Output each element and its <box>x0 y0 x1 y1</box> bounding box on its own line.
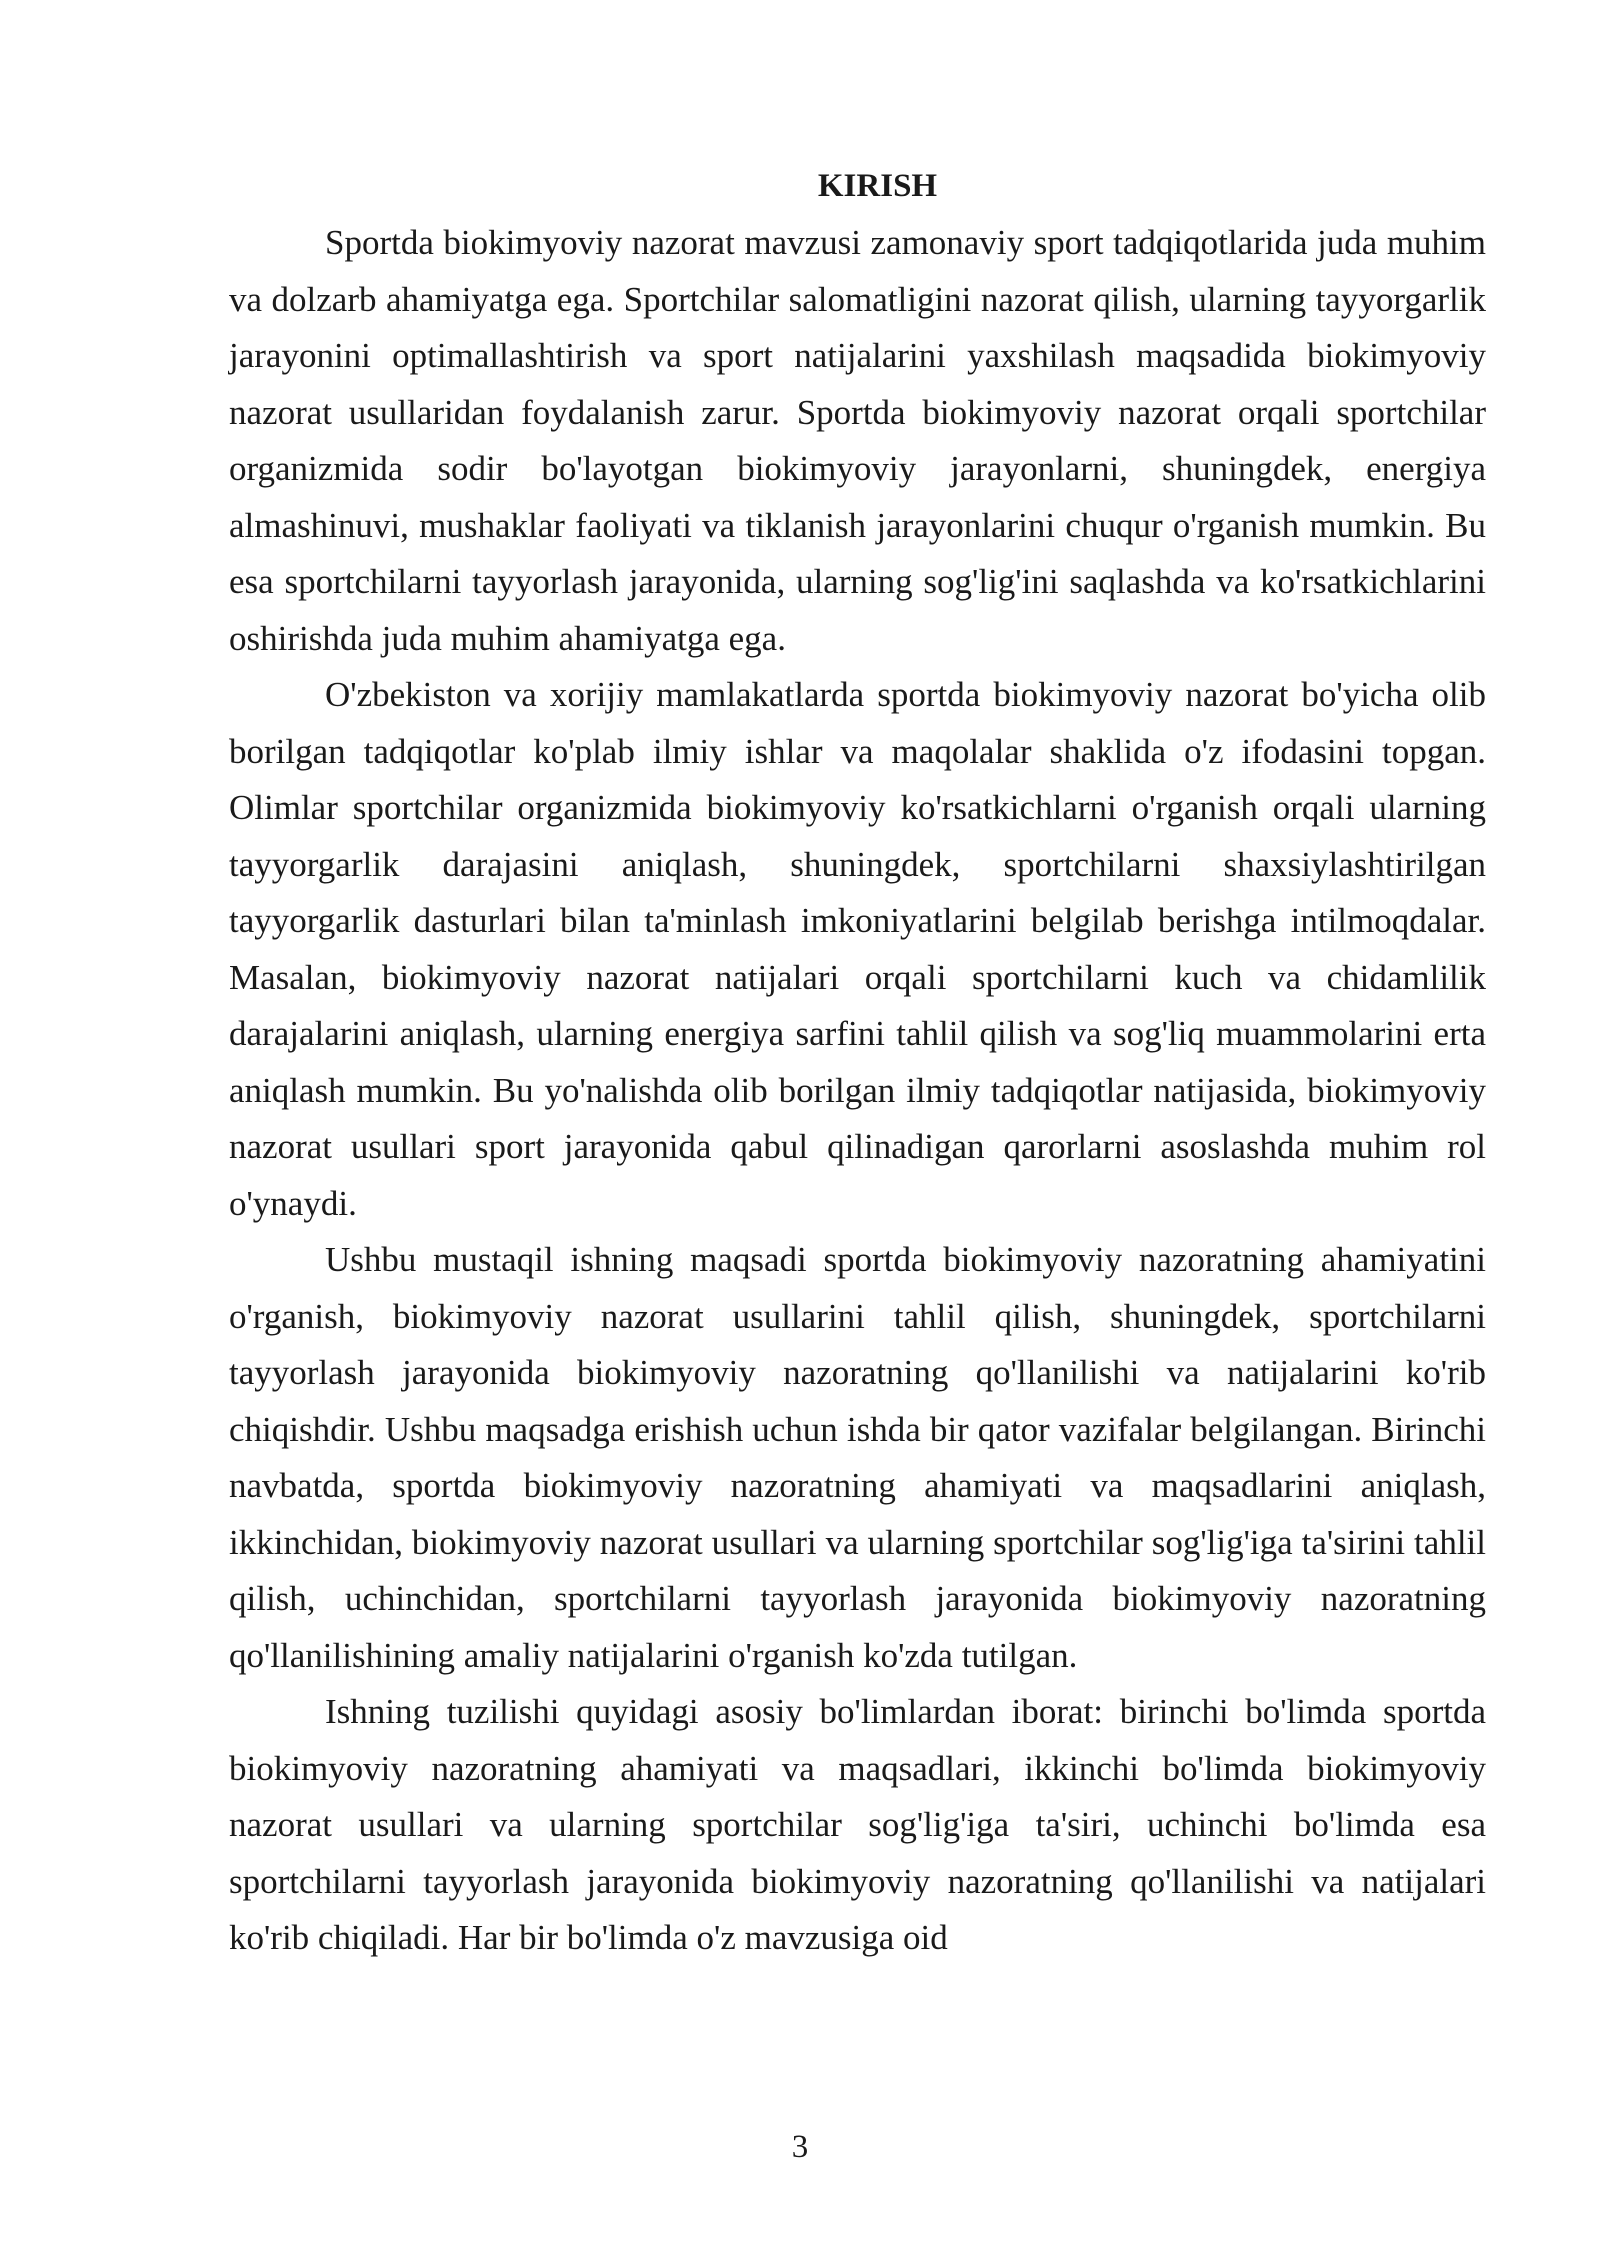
paragraph-goal: Ushbu mustaqil ishning maqsadi sportda biokimyoviy nazoratning ahamiyatini o'rganish, biokimyoviy nazorat usullarini tahlil qilish, shuningdek, sportchilarni tayyorlash jarayonida biokimyoviy nazoratning qo'llanilishi va natijalarini ko'rib chiqishdir. Ushbu maqsadga erishish uchun ishda bir qator vazifalar belgilangan. Birinchi navbatda, sportda biokimyoviy nazoratning ahamiyati va maqsadlarini aniqlash, ikkinchidan, biokimyoviy nazorat usullari va ularning sportchilar sog'lig'iga ta'sirini tahlil qilish, uchinchidan, sportchilarni tayyorlash jarayonida biokimyoviy nazoratning qo'llanilishining amaliy natijalarini o'rganish ko'zda tutilgan. <box>229 1240 1486 1675</box>
section-title: KIRISH <box>817 168 938 204</box>
paragraph-structure: Ishning tuzilishi quyidagi asosiy bo'limlardan iborat: birinchi bo'limda sportda biokimyoviy nazoratning ahamiyati va maqsadlari, ikkinchi bo'limda biokimyoviy nazorat usullari va ularning sportchilar sog'lig'iga ta'siri, uchinchi bo'limda esa sportchilarni tayyorlash jarayonida biokimyoviy nazoratning qo'llanilishi va natijalari ko'rib chiqiladi. Har bir bo'limda o'z mavzusiga oid <box>229 1692 1486 1957</box>
paragraph-research: O'zbekiston va xorijiy mamlakatlarda sportda biokimyoviy nazorat bo'yicha olib borilgan tadqiqotlar ko'plab ilmiy ishlar va maqolalar shaklida o'z ifodasini topgan. Olimlar sportchilar organizmida biokimyoviy ko'rsatkichlarni o'rganish orqali ularning tayyorgarlik darajasini aniqlash, shuningdek, sportchilarni shaxsiylashtirilgan tayyorgarlik dasturlari bilan ta'minlash imkoniyatlarini belgilab berishga intilmoqdalar. Masalan, biokimyoviy nazorat natijalari orqali sportchilarni kuch va chidamlilik darajalarini aniqlash, ularning energiya sarfini tahlil qilish va sog'liq muammolarini erta aniqlash mumkin. Bu yo'nalishda olib borilgan ilmiy tadqiqotlar natijasida, biokimyoviy nazorat usullari sport jarayonida qabul qilinadigan qarorlarni asoslashda muhim rol o'ynaydi. <box>229 675 1486 1223</box>
page-content <box>229 158 1486 1967</box>
paragraph-intro: Sportda biokimyoviy nazorat mavzusi zamonaviy sport tadqiqotlarida juda muhim va dolzarb ahamiyatga ega. Sportchilar salomatligini nazorat qilish, ularning tayyorgarlik jarayonini optimallashtirish va sport natijalarini yaxshilash maqsadida biokimyoviy nazorat usullaridan foydalanish zarur. Sportda biokimyoviy nazorat orqali sportchilar organizmida sodir bo'layotgan biokimyoviy jarayonlarni, shuningdek, energiya almashinuvi, mushaklar faoliyati va tiklanish jarayonlarini chuqur o'rganish mumkin. Bu esa sportchilarni tayyorlash jarayonida, ularning sog'lig'ini saqlashda va ko'rsatkichlarini oshirishda juda muhim ahamiyatga ega. <box>229 223 1486 658</box>
page-number: 3 <box>791 2129 809 2165</box>
